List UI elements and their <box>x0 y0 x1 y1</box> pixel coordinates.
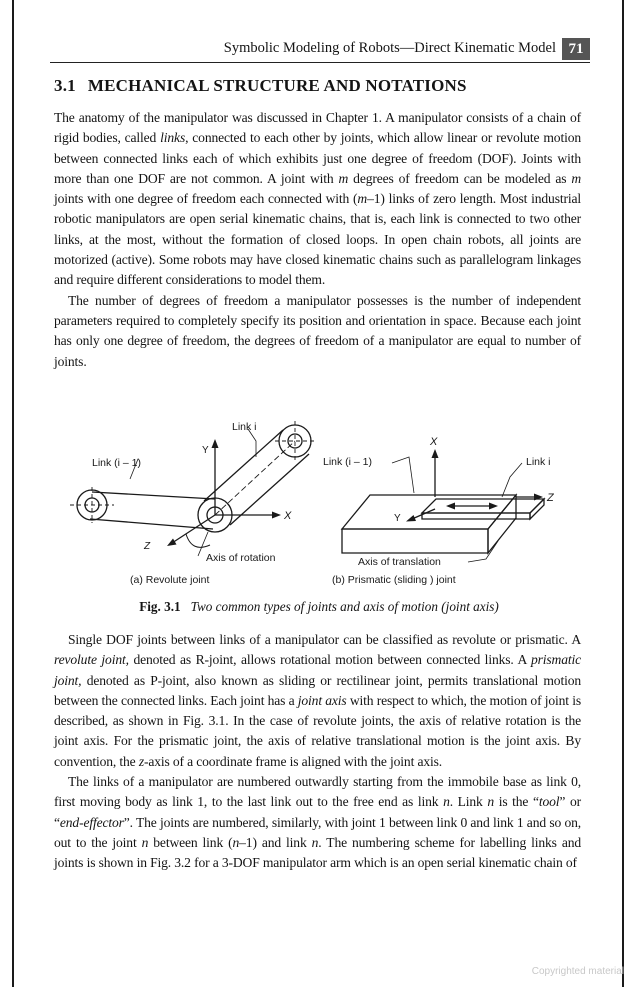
text-run: ”. The joints are numbered, similarly, with joint 1 between link 0 and link 1 and so on, out to the joint <box>54 814 581 850</box>
italic-run: n <box>487 794 495 810</box>
paragraph-1 <box>54 108 581 291</box>
paragraph-4 <box>54 772 581 873</box>
italic-run: m <box>338 170 349 186</box>
italic-run: n <box>232 834 240 850</box>
figure-caption-label: Fig. 3.1 <box>139 599 181 614</box>
text-run: between link ( <box>148 834 233 850</box>
scan-edge-right <box>622 0 624 987</box>
text-run: The anatomy of the manipulator was discussed in Chapter 1. A manipulator consists of a chain of rigid bodies, called <box>54 110 581 146</box>
italic-run: n <box>141 834 149 850</box>
text-run: –1) and link <box>239 834 312 850</box>
text-run: -axis of a coordinate frame is aligned with the joint axis. <box>143 753 443 769</box>
text-run: denoted as P-joint, also known as sliding or rectilinear joint, permits translational motion between the connected links. Each joint has a <box>54 672 581 708</box>
figure-3-1 <box>70 417 570 613</box>
text-run: joints with one degree of freedom each connected with ( <box>54 191 358 207</box>
fig-b-axis-z: Z <box>547 492 554 504</box>
fig-a-subcaption: (a) Revolute joint <box>130 574 210 586</box>
text-run: ” or “ <box>54 794 581 830</box>
text-run: , connected to each other by joints, which allow linear or revolute motion between connected links each of which exhibits just one degree of freedom (DOF). Joints with more than one DOF are not common. A joint with <box>54 130 581 186</box>
text-run: The links of a manipulator are numbered outwardly starting from the immobile base as link 0, first moving body as link 1, to the last link out to the free end as link <box>54 774 581 810</box>
fig-a-axis-y: Y <box>202 445 209 456</box>
fig-a-link-i: Link i <box>232 421 257 433</box>
text-run: is the “ <box>494 794 539 810</box>
italic-run: tool <box>538 794 560 810</box>
text-run: with respect to which, the motion of joint is described, as shown in Fig. 3.1. In the case of revolute joints, the axis of relative rotation is the joint axis. For the prismatic joint, the axis of relative translational motion is the joint axis. By convention, the <box>54 692 581 769</box>
text-run: . Link <box>449 794 488 810</box>
figure-caption <box>0 599 638 615</box>
figure-caption-text: Two common types of joints and axis of motion (joint axis) <box>190 599 499 614</box>
fig-a-link-i-minus-1: Link (i – 1) <box>92 457 142 469</box>
section-title: MECHANICAL STRUCTURE AND NOTATIONS <box>87 76 467 95</box>
text-run: The number of degrees of freedom a manipulator possesses is the number of independent parameters required to completely specify its position and orientation in space. Because each joint has only one degree of freedom, the degrees of freedom of a manipulator are equal to number of joints. <box>54 292 581 369</box>
fig-b-axis-y: Y <box>394 513 401 524</box>
text-run: Single DOF joints between links of a manipulator can be classified as revolute or prismatic. A <box>68 632 581 647</box>
section-heading <box>54 76 467 96</box>
watermark: Copyrighted material <box>531 966 624 977</box>
fig-a-axis-x: X <box>284 510 292 522</box>
italic-run: joint axis <box>297 692 347 708</box>
italic-run: m <box>357 191 368 207</box>
body-text-bottom <box>54 630 581 874</box>
scan-edge-left <box>12 0 14 987</box>
body-text-top <box>54 108 581 372</box>
revolute-joint-diagram <box>70 421 315 556</box>
fig-b-subcaption: (b) Prismatic (sliding ) joint <box>332 574 456 586</box>
text-run: . The numbering scheme for labelling links and joints is shown in Fig. 3.2 for a 3-DOF manipulator arm which is an open serial kinematic chain of <box>54 834 581 871</box>
italic-run: m <box>571 170 582 186</box>
italic-run: n <box>443 794 450 810</box>
paragraph-3 <box>54 630 581 772</box>
fig-b-link-i-minus-1: Link (i – 1) <box>323 456 373 468</box>
fig-a-axis-z: Z <box>144 541 151 552</box>
running-header <box>50 38 590 63</box>
running-title: Symbolic Modeling of Robots—Direct Kinematic Model <box>223 40 556 56</box>
text-run: denoted as R-joint, allows rotational motion between connected links. A <box>128 652 531 668</box>
prismatic-joint-diagram <box>342 449 544 562</box>
fig-b-axis-x: X <box>430 436 438 448</box>
section-number: 3.1 <box>54 76 76 95</box>
italic-run: n <box>311 834 319 850</box>
fig-a-axis-label: Axis of rotation <box>206 552 276 564</box>
paragraph-2 <box>54 291 581 372</box>
italic-run: prismatic joint, <box>54 652 581 688</box>
italic-run: links <box>160 130 186 146</box>
page-number: 71 <box>562 38 590 60</box>
text-run: degrees of freedom can be modeled as <box>348 170 572 186</box>
italic-run: revolute joint, <box>54 652 129 668</box>
italic-run: end-effector <box>59 814 124 830</box>
fig-b-axis-label: Axis of translation <box>358 556 441 568</box>
italic-run: z <box>138 753 144 769</box>
fig-b-link-i: Link i <box>526 456 551 468</box>
text-run: –1) links of zero length. Most industrial robotic manipulators are open serial kinematic chains, that is, each link is connected to two other links, at the most, without the formation of closed loops. In open chain robots, all joints are motorized (active). Some robots may have closed kinematic chains such as parallelogram linkages and require different considerations to model them. <box>54 191 581 288</box>
